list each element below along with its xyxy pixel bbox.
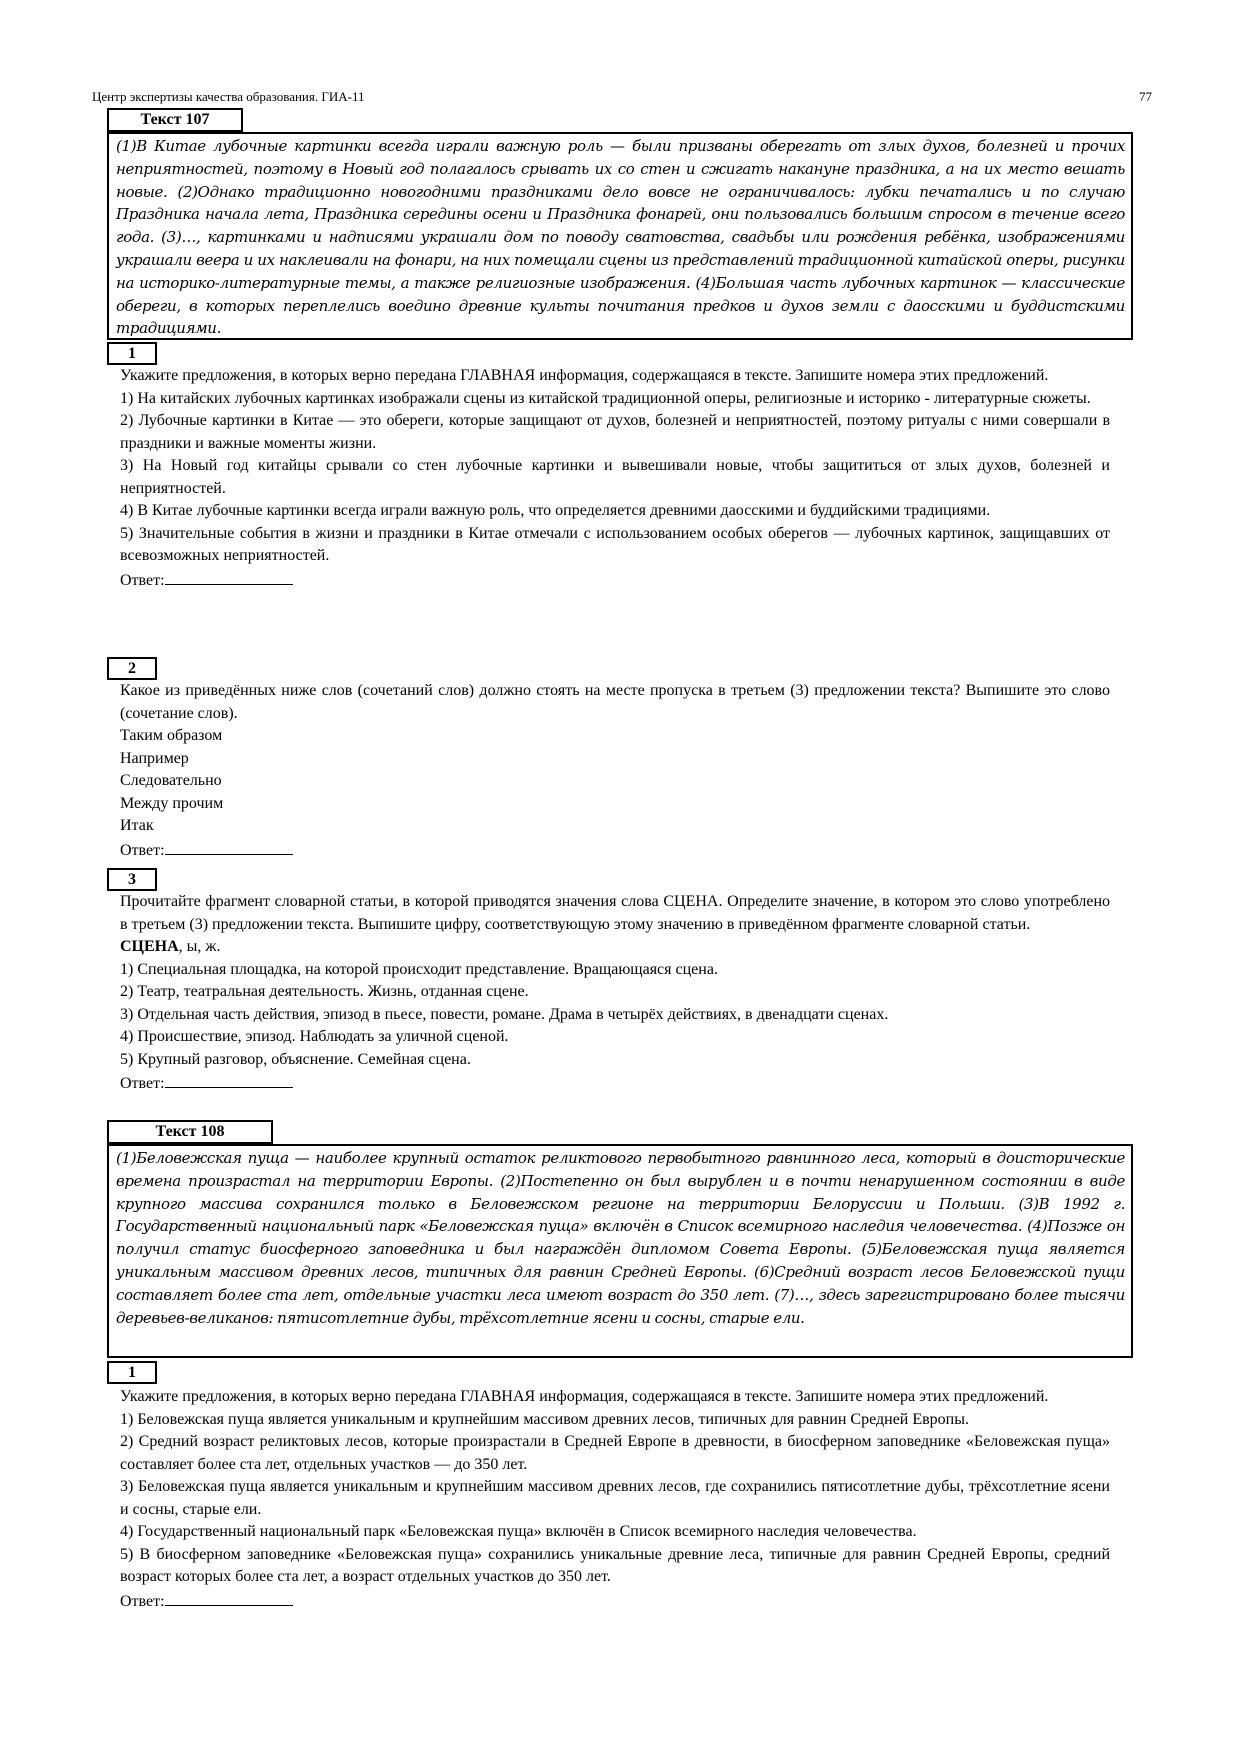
answer-option: 3) Беловежская пуща является уникальным и крупнейшим массивом древних лесов, где сохранились пятисотлетние дубы, трёхсотлетние ясени и сосны, старые ели. [120,1478,1110,1518]
answer-option: 5) Значительные события в жизни и праздники в Китае отмечали с использованием особых оберегов — лубочных картинок, защищавших от всевозможных неприятностей. [120,524,1110,564]
task-number-box: 1 [107,1361,157,1384]
answer-option: 2) Средний возраст реликтовых лесов, которые произрастали в Средней Европе в древности, в биосферном заповеднике «Беловежская пуща» составляет более ста лет, отдельных участков — до 350 лет. [120,1433,1110,1473]
answer-field[interactable] [165,1589,293,1606]
answer-option: Например [120,749,189,767]
text-108-label: Текст 108 [107,1120,273,1144]
answer-option: Следовательно [120,772,222,789]
answer-field[interactable] [165,1071,293,1088]
answer-option: 1) На китайских лубочных картинках изображали сцены из китайской традиционной оперы, религиозные и историко - литературные сюжеты. [120,389,1091,407]
answer-row [120,838,1110,863]
page-header [92,89,1152,109]
answer-field[interactable] [165,568,293,585]
page-number: 77 [1139,89,1152,104]
dictionary-meaning: 1) Специальная площадка, на которой происходит представление. Вращающаяся сцена. [120,960,718,978]
task-number-box: 3 [107,868,157,891]
text-108-passage: (1)Беловежская пуща — наиболее крупный остаток реликтового первобытного равнинного леса, который в доисторические времена произрастал на территории Европы. (2)Постепенно он был вырублен и в почти ненарушенном состоянии в виде крупного массива сохранился только в Беловежском регионе на территории Белоруссии и Польши. (3)В 1992 г. Государственный национальный парк «Беловежская пуща» включён в Список всемирного наследия человечества. (4)Позже он получил статус биосферного заповедника и был награждён дипломом Совета Европы. (5)Беловежская пуща является уникальным массивом древних лесов, типичных для равнин Средней Европы. (6)Средний возраст лесов Беловежской пущи составляет более ста лет, отдельные участки леса имеют возраст до 350 лет. (7)…, здесь зарегистрировано более тысячи деревьев-великанов: пятисотлетние дубы, трёхсотлетние ясени и сосны, старые ели. [107,1144,1133,1358]
task-prompt: Какое из приведённых ниже слов (сочетаний слов) должно стоять на месте пропуска в третьем (3) предложении текста? Выпишите это слово (сочетание слов). [120,682,1110,722]
dictionary-headword: СЦЕНА [120,938,179,955]
answer-option: Итак [120,817,154,834]
answer-row [120,568,1110,593]
dictionary-meaning: 4) Происшествие, эпизод. Наблюдать за уличной сценой. [120,1028,509,1045]
dictionary-grammar: , ы, ж. [178,938,221,955]
dictionary-headword-row [120,936,1110,959]
answer-option: 5) В биосферном заповеднике «Беловежская пуща» сохранились уникальные древние леса, типичные для равнин Средней Европы, средний возраст которых более ста лет, а возраст отдельных участков до 350 лет. [120,1545,1110,1585]
answer-option: Между прочим [120,794,224,812]
answer-row [120,1071,1110,1096]
dictionary-meaning: 2) Театр, театральная деятельность. Жизнь, отданная сцене. [120,983,529,1000]
task-prompt: Укажите предложения, в которых верно передана ГЛАВНАЯ информация, содержащаяся в тексте. Запишите номера этих предложений. [120,1388,1049,1405]
answer-label: Ответ: [120,1592,165,1610]
task-prompt: Укажите предложения, в которых верно передана ГЛАВНАЯ информация, содержащаяся в тексте. Запишите номера этих предложений. [120,367,1049,384]
dictionary-meaning: 5) Крупный разговор, объяснение. Семейная сцена. [120,1050,471,1068]
answer-option: Таким образом [120,727,223,744]
answer-field[interactable] [165,838,293,855]
answer-option: 3) На Новый год китайцы срывали со стен лубочные картинки и вывешивали новые, чтобы защититься от злых духов, болезней и неприятностей. [120,457,1110,497]
task-number-box: 2 [107,657,157,680]
text-107-passage: (1)В Китае лубочные картинки всегда играли важную роль — были призваны оберегать от злых духов, болезней и прочих неприятностей, поэтому в Новый год полагалось срывать их со стен и сжигать накануне праздника, а на их место вешать новые. (2)Однако традиционно новогодними праздниками дело вовсе не ограничивалось: лубки печатались и по случаю Праздника начала лета, Праздника середины осени и Праздника фонарей, они пользовались большим спросом в течение всего года. (3)…, картинками и надписями украшали дом по поводу сватовства, свадьбы или рождения ребёнка, изображениями украшали веера и их наклеивали на фонари, на них помещали сцены из представлений традиционной китайской оперы, рисунки на историко-литературные темы, а также религиозные изображения. (4)Большая часть лубочных картинок — классические обереги, в которых переплелись воедино древние культы почитания предков и духов земли с даосскими и буддистскими традициями. [107,132,1133,340]
task-number-box: 1 [107,342,157,365]
answer-option: 1) Беловежская пуща является уникальным и крупнейшим массивом древних лесов, типичных для равнин Средней Европы. [120,1410,969,1428]
answer-label: Ответ: [120,1075,165,1092]
answer-option: 2) Лубочные картинки в Китае — это обереги, которые защищают от духов, болезней и неприятностей, поэтому ритуалы с ними совершали в праздники и важные моменты жизни. [120,412,1110,452]
answer-label: Ответ: [120,571,165,589]
task-108-1 [120,1386,1110,1613]
document-header-title: Центр экспертизы качества образования. ГИА-11 [92,89,365,104]
text-107-label: Текст 107 [107,108,243,132]
dictionary-meaning: 3) Отдельная часть действия, эпизод в пьесе, повести, романе. Драма в четырёх действиях, в двенадцати сценах. [120,1005,889,1023]
task-prompt: Прочитайте фрагмент словарной статьи, в которой приводятся значения слова СЦЕНА. Определите значение, в котором это слово употреблено в третьем (3) предложении текста. Выпишите цифру, соответствующую этому значению в приведённом фрагменте словарной статьи. [120,893,1110,933]
answer-label: Ответ: [120,841,165,859]
answer-option: 4) Государственный национальный парк «Беловежская пуща» включён в Список всемирного наследия человечества. [120,1523,917,1540]
answer-option: 4) В Китае лубочные картинки всегда играли важную роль, что определяется древними даосскими и буддийскими традициями. [120,502,991,519]
task-107-3 [120,891,1110,1096]
task-107-2 [120,680,1110,862]
answer-row [120,1589,1110,1614]
task-107-1 [120,365,1110,592]
